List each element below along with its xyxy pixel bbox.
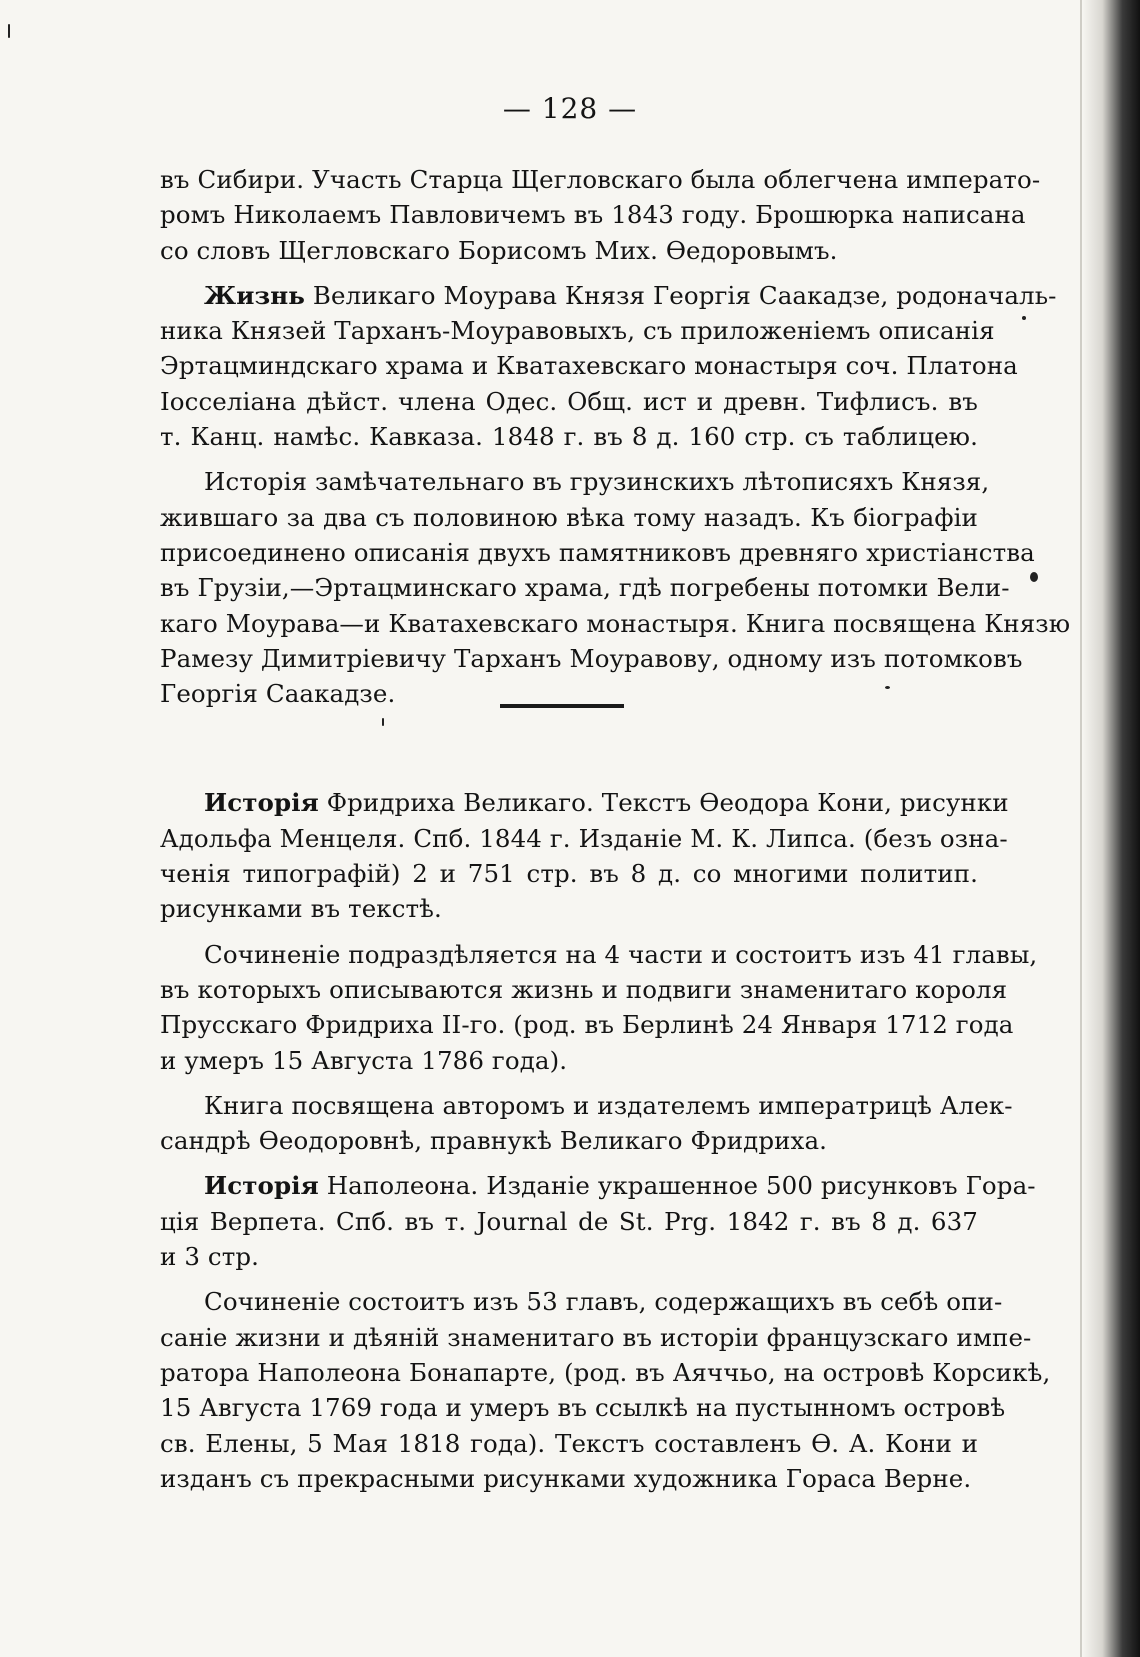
ink-speck bbox=[382, 718, 384, 726]
text-line: 15 Августа 1769 года и умеръ въ ссылкѣ на пустынномъ островѣ bbox=[160, 1393, 1006, 1423]
page-text bbox=[160, 162, 1071, 1496]
text-line: жившаго за два съ половиною вѣка тому назадъ. Къ біографіи bbox=[160, 502, 978, 532]
text-line: каго Моурава—и Кватахевскаго монастыря. Книга посвящена Князю bbox=[160, 608, 1071, 638]
entry-title-rest: Наполеона. Изданіе украшенное 500 рисунковъ Гора- bbox=[318, 1171, 1036, 1201]
text-line: изданъ съ прекрасными рисунками художника Гораса Верне. bbox=[160, 1463, 972, 1493]
text-line: Исторія замѣчательнаго въ грузинскихъ лѣтописяхъ Князя, bbox=[204, 467, 990, 497]
text-line: и 3 стр. bbox=[160, 1242, 260, 1272]
entry-title-rest: Великаго Моурава Князя Георгія Саакадзе, родоначаль- bbox=[305, 280, 1057, 310]
ink-speck bbox=[885, 686, 890, 689]
entry-title-line bbox=[160, 785, 1009, 820]
text-line: присоединено описанія двухъ памятниковъ древняго христіанства bbox=[160, 537, 1035, 567]
text-line: Адольфа Менцеля. Спб. 1844 г. Изданіе М. К. Липса. (безъ озна- bbox=[160, 823, 1008, 853]
entry-lead-word: Жизнь bbox=[204, 280, 306, 310]
text-line: Сочиненіе состоитъ изъ 53 главъ, содержащихъ въ себѣ опи- bbox=[204, 1287, 1003, 1317]
entry-lead-word: Исторія bbox=[204, 788, 319, 818]
entry-title-line bbox=[160, 278, 1057, 313]
text-line: Сочиненіе подраздѣляется на 4 части и состоитъ изъ 41 главы, bbox=[204, 939, 1038, 969]
text-line: Георгія Саакадзе. bbox=[160, 679, 396, 709]
text-line: Эртацминдскаго храма и Кватахевскаго монастыря соч. Платона bbox=[160, 351, 1018, 381]
continuation-paragraph bbox=[160, 162, 1041, 268]
entry-saakadze bbox=[160, 278, 1071, 712]
text-line: Рамезу Димитріевичу Тарханъ Моуравову, одному изъ потомковъ bbox=[160, 643, 1023, 673]
ink-speck bbox=[1030, 572, 1038, 582]
text-line: т. Канц. намѣс. Кавказа. 1848 г. въ 8 д. 160 стр. съ таблицею. bbox=[160, 422, 978, 452]
text-line: въ Грузіи,—Эртацминскаго храма, гдѣ погребены потомки Вели- bbox=[160, 573, 1010, 603]
ink-speck bbox=[8, 24, 10, 38]
text-line: ченія типографій) 2 и 751 стр. въ 8 д. со многими политип. bbox=[160, 859, 978, 889]
section-divider bbox=[500, 704, 624, 708]
entry-title-rest: Фридриха Великаго. Текстъ Өеодора Кони, рисунки bbox=[318, 788, 1009, 818]
entry-friedrich bbox=[160, 785, 1038, 1158]
text-line: Прусскаго Фридриха II-го. (род. въ Берлинѣ 24 Января 1712 года bbox=[160, 1010, 1014, 1040]
text-line: саніе жизни и дѣяній знаменитаго въ исторіи французскаго импе- bbox=[160, 1322, 1032, 1352]
text-line: ника Князей Тарханъ-Моуравовыхъ, съ приложеніемъ описанія bbox=[160, 316, 995, 346]
text-line: и умеръ 15 Августа 1786 года). bbox=[160, 1045, 568, 1075]
text-line: ромъ Николаемъ Павловичемъ въ 1843 году. Брошюрка написана bbox=[160, 200, 1026, 230]
page-number: — 128 — bbox=[502, 92, 638, 125]
text-line: св. Елены, 5 Мая 1818 года). Текстъ составленъ Ө. А. Кони и bbox=[160, 1428, 978, 1458]
text-line: сандрѣ Өеодоровнѣ, правнукѣ Великаго Фридриха. bbox=[160, 1126, 828, 1156]
entry-lead-word: Исторія bbox=[204, 1171, 319, 1201]
entry-napoleon bbox=[160, 1168, 1051, 1496]
text-line: со словъ Щегловскаго Борисомъ Мих. Өедоровымъ. bbox=[160, 235, 838, 265]
entry-title-line bbox=[160, 1168, 1036, 1203]
text-line: Книга посвящена авторомъ и издателемъ императрицѣ Алек- bbox=[204, 1090, 1013, 1120]
ink-speck bbox=[1022, 316, 1026, 320]
text-line: рисунками въ текстѣ. bbox=[160, 894, 442, 924]
binding-shadow bbox=[1082, 0, 1140, 1657]
text-line: въ которыхъ описываются жизнь и подвиги знаменитаго короля bbox=[160, 974, 1008, 1004]
text-line: ратора Наполеона Бонапарте, (род. въ Аяччьо, на островѣ Корсикѣ, bbox=[160, 1357, 1051, 1387]
text-line: въ Сибири. Участь Старца Щегловскаго была облегчена императо- bbox=[160, 165, 1041, 194]
text-line: ція Верпета. Спб. въ т. Journal de St. Prg. 1842 г. въ 8 д. 637 bbox=[160, 1206, 978, 1236]
text-line: Іосселіана дѣйст. члена Одес. Общ. ист и древн. Тифлисъ. въ bbox=[160, 386, 978, 416]
